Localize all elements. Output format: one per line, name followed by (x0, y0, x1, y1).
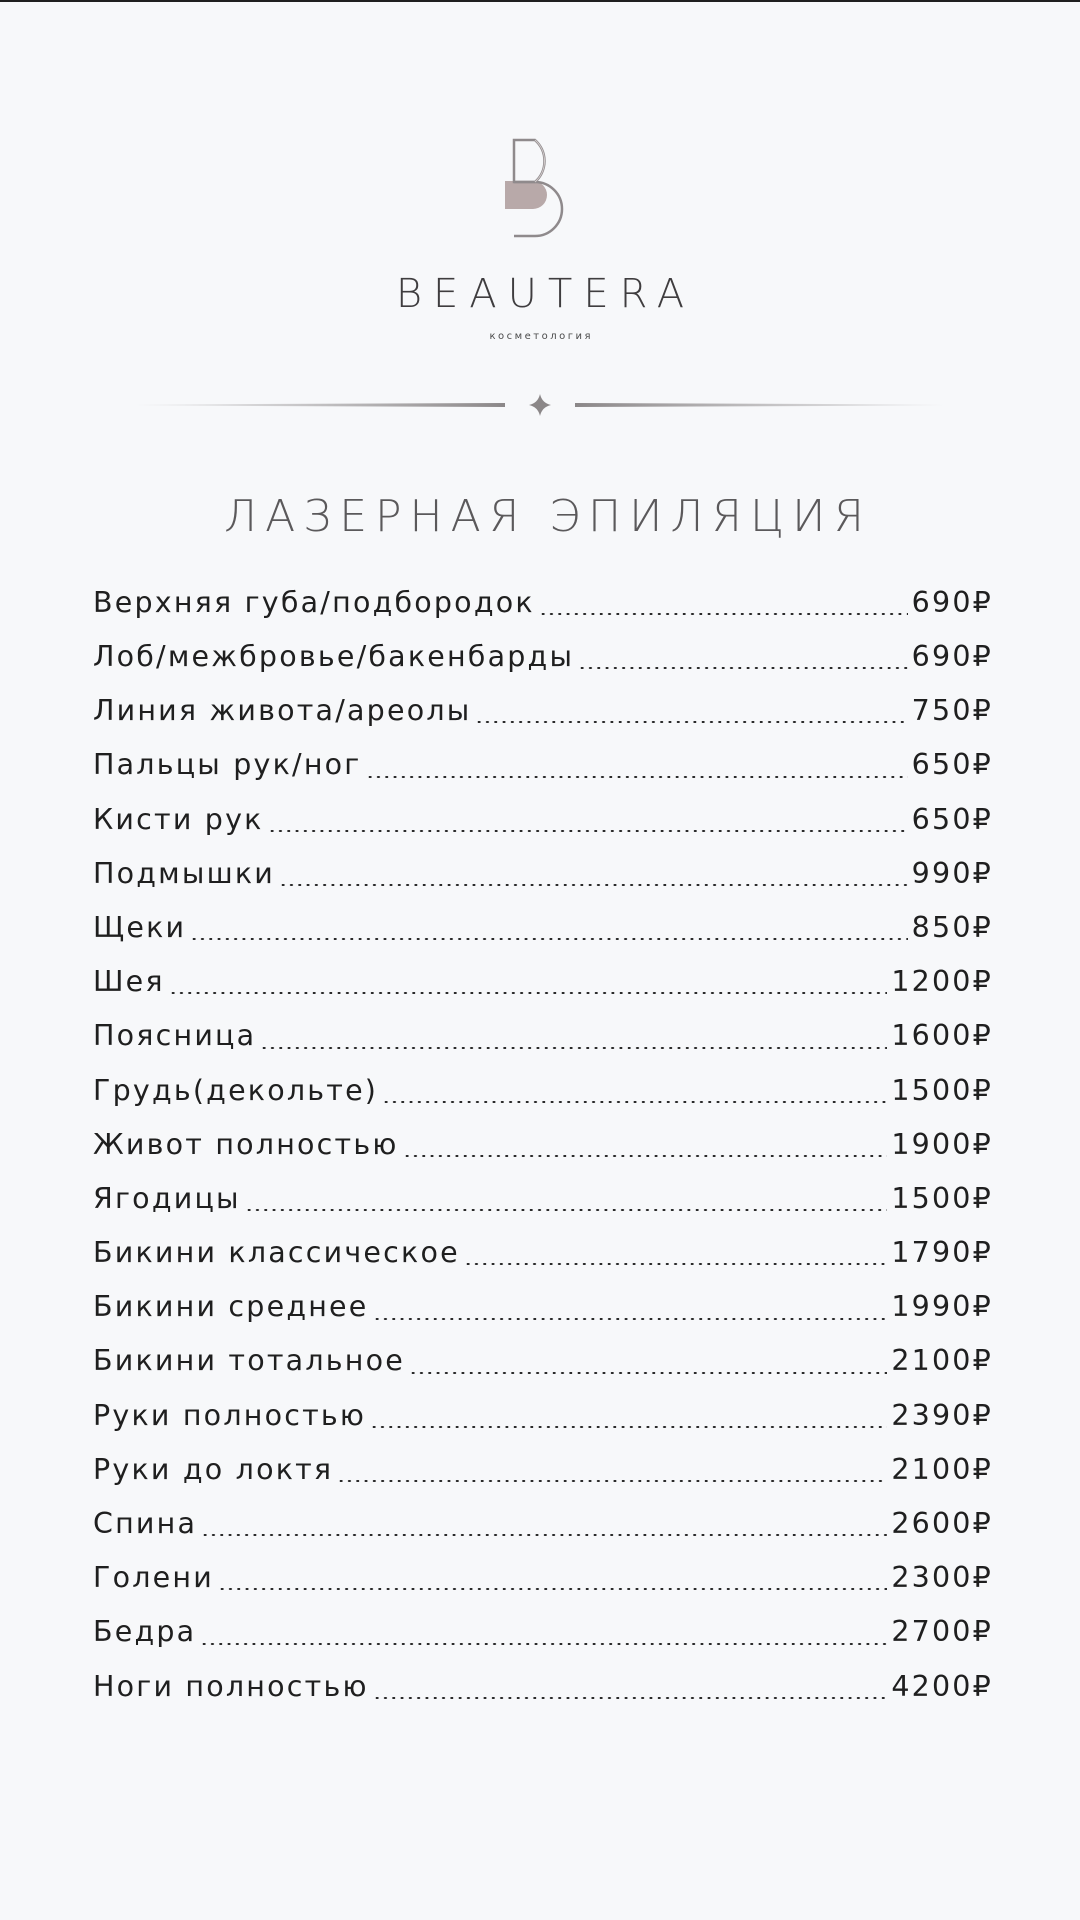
section-title: ЛАЗЕРНАЯ ЭПИЛЯЦИЯ (224, 491, 872, 543)
price-amount: 2100 (891, 1452, 973, 1486)
currency-symbol: ₽ (972, 1019, 993, 1053)
currency-symbol: ₽ (972, 910, 993, 944)
currency-symbol: ₽ (972, 1181, 993, 1215)
service-name: Ягодицы (93, 1181, 241, 1215)
service-price (891, 1127, 993, 1161)
currency-symbol: ₽ (972, 1073, 993, 1107)
service-name: Подмышки (93, 856, 275, 890)
service-price (891, 1073, 993, 1107)
price-amount: 650 (911, 748, 973, 782)
service-name: Спина (93, 1507, 198, 1541)
dot-leader (409, 1372, 887, 1374)
price-row (93, 576, 993, 630)
currency-symbol: ₽ (972, 802, 993, 836)
price-amount: 2700 (891, 1615, 973, 1649)
service-name: Поясница (93, 1019, 257, 1053)
price-amount: 2600 (891, 1507, 973, 1541)
brand-name: BEAUTERA (395, 271, 696, 317)
price-row (93, 739, 993, 793)
service-name: Бикини тотальное (93, 1344, 405, 1378)
service-price (891, 1669, 993, 1703)
price-row (93, 1606, 993, 1660)
dot-leader (373, 1697, 888, 1699)
dot-leader (464, 1263, 888, 1265)
section-divider (135, 390, 945, 420)
dot-leader (475, 721, 907, 723)
dot-leader (260, 1047, 887, 1049)
price-row (93, 1010, 993, 1064)
brand-tagline: косметология (489, 331, 594, 342)
dot-leader (201, 1534, 887, 1536)
price-amount: 690 (911, 640, 973, 674)
currency-symbol: ₽ (972, 585, 993, 619)
price-amount: 1600 (891, 1019, 973, 1053)
currency-symbol: ₽ (972, 1669, 993, 1703)
price-amount: 1200 (891, 965, 973, 999)
price-row (93, 847, 993, 901)
price-amount: 1990 (891, 1290, 973, 1324)
price-amount: 850 (911, 910, 973, 944)
price-row (93, 1335, 993, 1389)
currency-symbol: ₽ (972, 856, 993, 890)
currency-symbol: ₽ (972, 965, 993, 999)
dot-leader (169, 992, 888, 994)
service-price (911, 585, 993, 619)
currency-symbol: ₽ (972, 694, 993, 728)
price-amount: 2390 (891, 1398, 973, 1432)
price-amount: 4200 (891, 1669, 973, 1703)
service-name: Руки полностью (93, 1398, 367, 1432)
price-list (93, 576, 993, 1714)
service-price (891, 1236, 993, 1270)
price-row (93, 1660, 993, 1714)
service-name: Верхняя губа/подбородок (93, 585, 535, 619)
dot-leader (539, 613, 908, 615)
dot-leader (578, 667, 908, 669)
service-name: Голени (93, 1561, 214, 1595)
service-price (891, 1398, 993, 1432)
top-border-line (0, 0, 1080, 2)
service-name: Кисти рук (93, 802, 264, 836)
price-row (93, 1118, 993, 1172)
service-name: Пальцы рук/ног (93, 748, 362, 782)
price-amount: 750 (911, 694, 973, 728)
dot-leader (370, 1426, 887, 1428)
price-row (93, 955, 993, 1009)
price-row (93, 1064, 993, 1118)
service-price (891, 1561, 993, 1595)
letter-b-monogram-icon (500, 130, 580, 250)
service-price (891, 1181, 993, 1215)
service-price (891, 1507, 993, 1541)
price-row (93, 630, 993, 684)
price-amount: 990 (911, 856, 973, 890)
price-row (93, 901, 993, 955)
currency-symbol: ₽ (972, 1398, 993, 1432)
dot-leader (366, 776, 908, 778)
service-price (911, 856, 993, 890)
currency-symbol: ₽ (972, 1561, 993, 1595)
dot-leader (373, 1318, 888, 1320)
price-row (93, 1551, 993, 1605)
dot-leader (337, 1480, 887, 1482)
price-amount: 1790 (891, 1236, 973, 1270)
currency-symbol: ₽ (972, 1127, 993, 1161)
service-name: Лоб/межбровье/бакенбарды (93, 640, 575, 674)
price-row (93, 1172, 993, 1226)
service-name: Грудь(декольте) (93, 1073, 379, 1107)
service-name: Живот полностью (93, 1127, 399, 1161)
dot-leader (279, 884, 908, 886)
dot-leader (200, 1643, 887, 1645)
service-name: Линия живота/ареолы (93, 694, 472, 728)
currency-symbol: ₽ (972, 1615, 993, 1649)
currency-symbol: ₽ (972, 1452, 993, 1486)
dot-leader (403, 1155, 888, 1157)
service-price (911, 802, 993, 836)
currency-symbol: ₽ (972, 748, 993, 782)
dot-leader (245, 1209, 888, 1211)
service-name: Ноги полностью (93, 1669, 369, 1703)
service-name: Шея (93, 965, 165, 999)
service-name: Бикини среднее (93, 1290, 369, 1324)
dot-leader (190, 938, 907, 940)
price-amount: 2300 (891, 1561, 973, 1595)
price-row (93, 684, 993, 738)
service-name: Бедра (93, 1615, 197, 1649)
currency-symbol: ₽ (972, 1507, 993, 1541)
four-point-star-icon (529, 394, 551, 416)
price-row (93, 1280, 993, 1334)
currency-symbol: ₽ (972, 640, 993, 674)
service-price (891, 1019, 993, 1053)
currency-symbol: ₽ (972, 1236, 993, 1270)
price-amount: 650 (911, 802, 973, 836)
price-row (93, 793, 993, 847)
service-price (911, 910, 993, 944)
price-amount: 690 (911, 585, 973, 619)
service-price (911, 640, 993, 674)
service-price (891, 1290, 993, 1324)
service-price (911, 694, 993, 728)
price-row (93, 1389, 993, 1443)
price-amount: 1500 (891, 1073, 973, 1107)
price-amount: 1500 (891, 1181, 973, 1215)
service-price (911, 748, 993, 782)
price-row (93, 1497, 993, 1551)
price-row (93, 1226, 993, 1280)
service-name: Щеки (93, 910, 187, 944)
service-price (891, 1452, 993, 1486)
price-amount: 1900 (891, 1127, 973, 1161)
dot-leader (382, 1101, 887, 1103)
dot-leader (268, 830, 908, 832)
dot-leader (218, 1588, 887, 1590)
price-row (93, 1443, 993, 1497)
service-price (891, 1615, 993, 1649)
service-price (891, 965, 993, 999)
price-amount: 2100 (891, 1344, 973, 1378)
currency-symbol: ₽ (972, 1290, 993, 1324)
service-price (891, 1344, 993, 1378)
service-name: Руки до локтя (93, 1452, 334, 1486)
brand-logo (0, 130, 1080, 342)
currency-symbol: ₽ (972, 1344, 993, 1378)
service-name: Бикини классическое (93, 1236, 460, 1270)
